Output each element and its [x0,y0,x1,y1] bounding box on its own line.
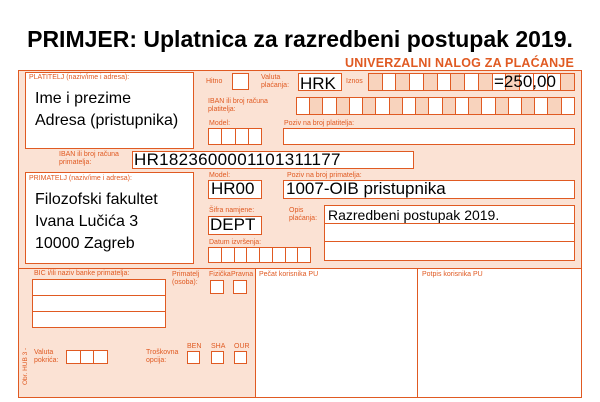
purpose-code-label: Šifra namjene: [209,207,255,214]
pu-signature-label: Potpis korisnika PU [422,271,483,278]
sha-checkbox[interactable] [211,351,224,364]
execution-date-field[interactable] [208,247,311,263]
currency-value: HRK [300,74,336,93]
payer-reference-label: Poziv na broj platitelja: [284,120,355,127]
payer-iban-label: IBAN ili broj računa platitelja: [208,98,268,113]
urgent-label: Hitno [206,78,223,85]
legal-person-label: Pravna [231,271,254,278]
legal-person-checkbox[interactable] [233,280,247,294]
recipient-line2[interactable]: Ivana Lučića 3 [35,213,139,230]
payer-label: PLATITELJ (naziv/ime i adresa): [29,74,130,81]
recipient-reference-value: 1007-OIB pristupnika [286,179,446,198]
recipient-line3[interactable]: 10000 Zagreb [35,235,135,252]
execution-date-label: Datum izvršenja: [209,239,262,246]
payer-reference-field[interactable] [283,128,575,145]
ben-checkbox[interactable] [187,351,200,364]
charges-label: Troškovna opcija: [146,349,179,364]
natural-person-checkbox[interactable] [210,280,224,294]
natural-person-label: Fizička [209,271,231,278]
payer-name[interactable]: Ime i prezime [35,90,132,107]
cover-currency-label: Valuta pokrića: [34,349,59,364]
recipient-model-value: HR00 [211,179,255,198]
ben-label: BEN [187,343,202,350]
description-label: Opis plaćanja: [289,207,318,222]
pu-stamp-box [255,268,418,398]
payer-address[interactable]: Adresa (pristupnika) [35,112,179,129]
recipient-reference-label: Poziv na broj primatelja: [287,172,362,179]
sha-label: SHA [211,343,226,350]
page-title: PRIMJER: Uplatnica za razredbeni postupak 2019. [27,26,573,52]
currency-label: Valuta plaćanja: [261,74,290,89]
our-label: OUR [234,343,250,350]
recipient-person-label: Primatelj (osoba): [172,271,200,286]
payer-box [25,72,194,149]
bic-label: BIC i/ili naziv banke primatelja: [34,270,130,277]
recipient-iban-value: HR1823600001101311177 [134,150,341,169]
pu-stamp-label: Pečat korisnika PU [259,271,319,278]
recipient-model-label: Model: [209,172,231,179]
amount-label: Iznos [346,78,363,85]
amount-value: =250,00 [494,72,556,91]
recipient-label: PRIMATELJ (naziv/ime i adresa): [29,175,132,182]
bic-field[interactable] [32,279,166,328]
pu-signature-box [417,268,582,398]
payer-model-label: Model: [209,120,231,127]
payer-model-field[interactable] [208,128,262,145]
purpose-code-value: DEPT [210,215,256,234]
urgent-checkbox[interactable] [232,73,249,90]
cover-currency-field[interactable] [66,350,108,364]
description-value: Razredbeni postupak 2019. [328,207,500,223]
payment-order-form [18,55,582,398]
recipient-line1[interactable]: Filozofski fakultet [35,191,158,208]
recipient-iban-label: IBAN ili broj računa primatelja: [59,151,119,166]
payer-iban-field[interactable] [296,97,575,115]
form-header: UNIVERZALNI NALOG ZA PLAĆANJE [345,56,574,70]
form-code: Obr. HUB 3 - [22,347,29,385]
our-checkbox[interactable] [234,351,247,364]
